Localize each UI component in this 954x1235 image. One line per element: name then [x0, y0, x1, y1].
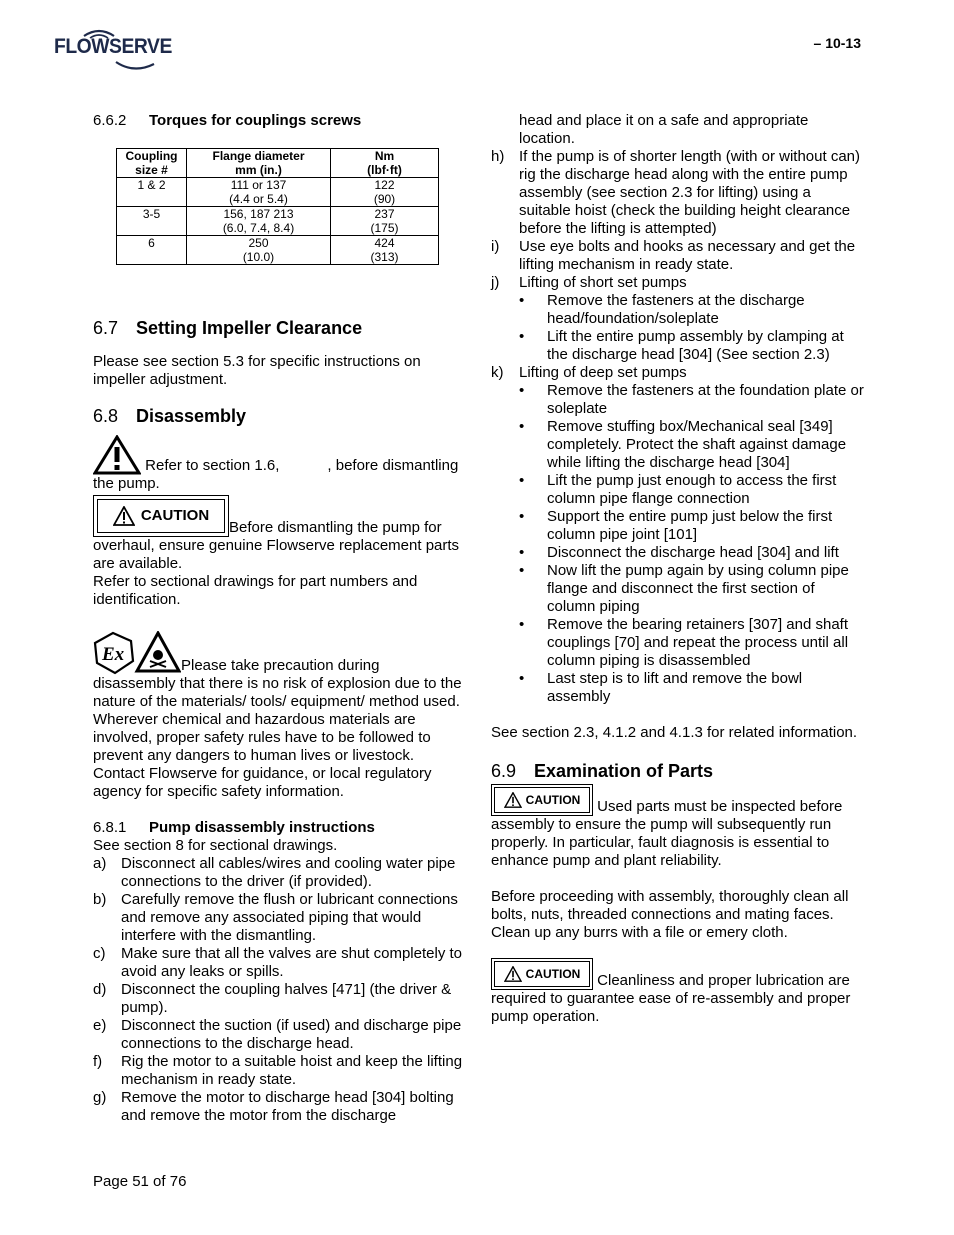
list-item: h) If the pump is of shorter length (with or without can) rig the discharge head along with the entire pump assembly (see section 2.3 for lifting) using a suitable hoist (check the building height clearance before the lifting is attempted)	[491, 148, 860, 237]
list-item: • Now lift the pump again by using column pipe flange and disconnect the first section of column piping	[491, 562, 866, 616]
table-cell: 6	[117, 236, 187, 265]
table-header: Coupling size #	[117, 149, 187, 178]
list-item: a) Disconnect all cables/wires and cooling water pipe connections to the driver (if provided).	[93, 855, 456, 890]
warning-triangle-icon	[504, 792, 522, 808]
table-cell: 424 (313)	[331, 236, 439, 265]
explosion-precaution-text: Ex Please take precaution during disassembly that there is no risk of explosion due to the nature of the materials/ tools/ equipment/ method used. Wherever chemical and hazardous materials are involved, proper safety rules have to be followed to prevent any dangers to human lives or livestock. Contact Flowserve for guidance, or local regulatory agency for specific safety information.	[93, 631, 463, 801]
page-number: Page 51 of 76	[93, 1173, 187, 1190]
disassembly-step-k	[491, 364, 866, 382]
toxic-hazard-icon	[137, 633, 179, 671]
sectional-drawings-text: Refer to sectional drawings for part numbers and identification.	[93, 573, 418, 608]
disassembly-warning-text: Refer to section 1.6, , before dismantling the pump.	[93, 435, 463, 493]
list-item: • Remove the bearing retainers [307] and shaft couplings [70] and repeat the process until all column piping is disassembled	[491, 616, 866, 670]
table-cell: 156, 187 213 (6.0, 7.4, 8.4)	[187, 207, 331, 236]
warning-triangle-icon	[504, 966, 522, 982]
list-item: e) Disconnect the suction (if used) and discharge pipe connections to the discharge head.	[93, 1017, 462, 1052]
list-item: i) Use eye bolts and hooks as necessary and get the lifting mechanism in ready state.	[491, 238, 856, 273]
torque-table	[116, 148, 439, 265]
sectional-drawings-reference: See section 8 for sectional drawings.	[93, 837, 338, 854]
table-cell: 111 or 137 (4.4 or 5.4)	[187, 178, 331, 207]
table-cell: 122 (90)	[331, 178, 439, 207]
table-cell: 250 (10.0)	[187, 236, 331, 265]
related-info-text: See section 2.3, 4.1.2 and 4.1.3 for related information.	[491, 724, 858, 741]
ex-explosion-icon	[95, 633, 133, 673]
table-cell: 1 & 2	[117, 178, 187, 207]
list-item: • Remove stuffing box/Mechanical seal [349] completely. Protect the shaft against damage while lifting the discharge head [304]	[491, 418, 866, 472]
short-set-bullets	[491, 292, 866, 364]
list-item: • Last step is to lift and remove the bowl assembly	[491, 670, 866, 706]
table-row	[117, 236, 439, 265]
list-item: c) Make sure that all the valves are shut completely to avoid any leaks or spills.	[93, 945, 463, 980]
list-item: b) Carefully remove the flush or lubricant connections and remove any associated piping that would interfere with the dismantling.	[93, 891, 458, 944]
list-item: j) Lifting of short set pumps	[491, 274, 687, 291]
list-item: • Remove the fasteners at the foundation plate or soleplate	[491, 382, 866, 418]
torque-subheading: 6.6.2 Torques for couplings screws	[93, 112, 362, 129]
inspect-parts-text: CAUTION Used parts must be inspected before assembly to ensure the pump will subsequently run properly. In particular, fault diagnosis is essential to enhance pump and plant reliability.	[491, 784, 866, 870]
document-reference: – 10-13	[813, 35, 861, 51]
table-cell: 237 (175)	[331, 207, 439, 236]
table-cell: 3-5	[117, 207, 187, 236]
pump-disassembly-subheading: 6.8.1 Pump disassembly instructions	[93, 819, 375, 836]
impeller-clearance-text: Please see section 5.3 for specific instructions on impeller adjustment.	[93, 353, 421, 388]
right-column	[491, 112, 866, 1026]
table-header-row	[117, 149, 439, 178]
table-row	[117, 207, 439, 236]
table-header: Nm (lbf·ft)	[331, 149, 439, 178]
list-item: k) Lifting of deep set pumps	[491, 364, 687, 381]
section-heading-6-7: 6.7 Setting Impeller Clearance	[93, 318, 363, 338]
list-item: • Disconnect the discharge head [304] and lift	[491, 544, 866, 562]
disassembly-steps-right	[491, 148, 866, 292]
caution-badge: CAUTION	[93, 495, 229, 537]
table-header: Flange diameter mm (in.)	[187, 149, 331, 178]
list-item: • Support the entire pump just below the first column pipe joint [101]	[491, 508, 866, 544]
lubrication-text: CAUTION Cleanliness and proper lubrication are required to guarantee ease of re-assembly and proper pump operation.	[491, 958, 866, 1026]
list-item: f) Rig the motor to a suitable hoist and keep the lifting mechanism in ready state.	[93, 1053, 463, 1088]
warning-triangle-icon	[113, 506, 135, 526]
section-heading-6-9: 6.9 Examination of Parts	[491, 761, 714, 781]
list-item: • Lift the pump just enough to access the first column pipe flange connection	[491, 472, 866, 508]
warning-triangle-icon	[93, 435, 141, 475]
section-heading-6-8: 6.8 Disassembly	[93, 406, 247, 426]
logo-wordmark: FLOWSERVE	[54, 35, 172, 58]
list-item: • Lift the entire pump assembly by clamping at the discharge head [304] (See section 2.3)	[491, 328, 866, 364]
clean-parts-text: Before proceeding with assembly, thoroughly clean all bolts, nuts, threaded connections and mating faces. Clean up any burrs with a file or emery cloth.	[491, 888, 849, 941]
svg-text:Ex: Ex	[102, 644, 125, 665]
list-item: d) Disconnect the coupling halves [471] (the driver & pump).	[93, 981, 452, 1016]
step-g-continuation: head and place it on a safe and appropriate location.	[519, 112, 809, 147]
flowserve-logo	[54, 28, 172, 74]
caution-badge: CAUTION	[491, 958, 593, 990]
atex-hazard-icons	[93, 631, 181, 675]
caution-parts-text: CAUTION Before dismantling the pump for overhaul, ensure genuine Flowserve replacement parts are available.	[93, 495, 463, 573]
list-item: • Remove the fasteners at the discharge head/foundation/soleplate	[491, 292, 866, 328]
deep-set-bullets	[491, 382, 866, 706]
table-row	[117, 178, 439, 207]
left-column	[93, 112, 463, 1125]
disassembly-steps-left	[93, 855, 463, 1125]
list-item: g) Remove the motor to discharge head [304] bolting and remove the motor from the discharge	[93, 1089, 454, 1124]
caution-badge: CAUTION	[491, 784, 593, 816]
